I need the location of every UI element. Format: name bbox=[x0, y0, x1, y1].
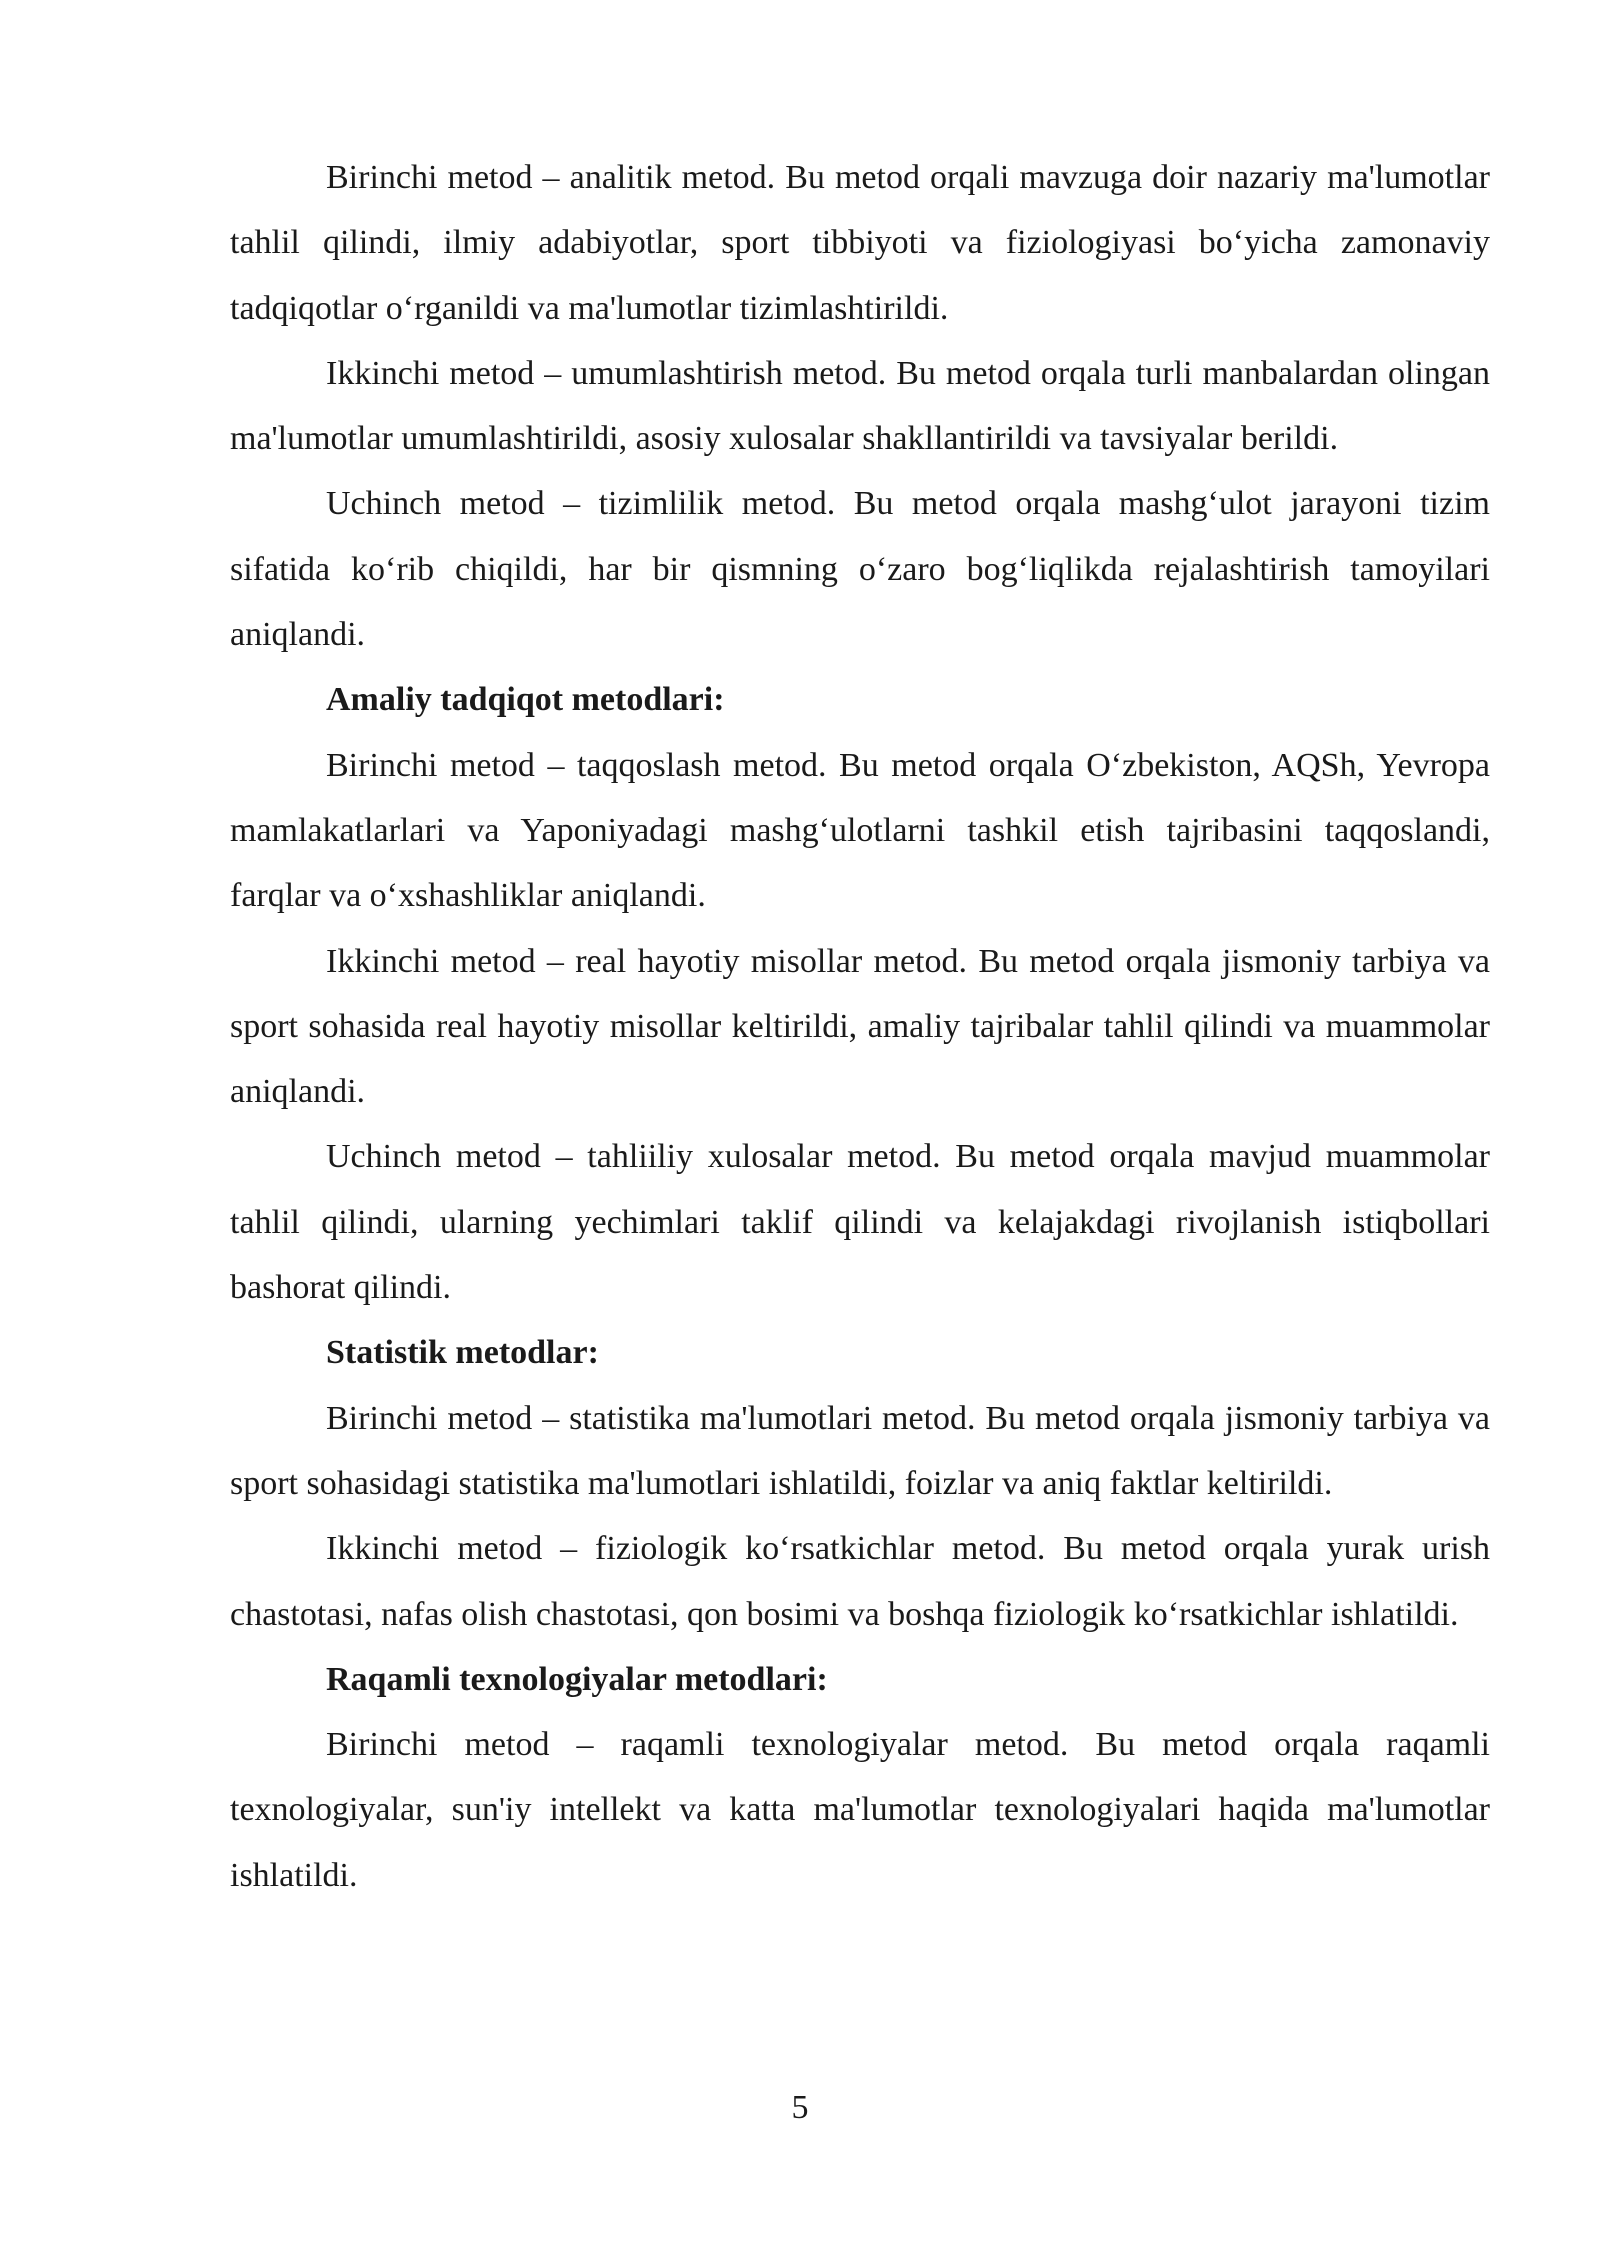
paragraph-taqqoslash-metod: Birinchi metod – taqqoslash metod. Bu metod orqala O‘zbekiston, AQSh, Yevropa mamlakatlarlari va Yaponiyadagi mashg‘ulotlarni tashkil etish tajribasini taqqoslandi, farqlar va o‘xshashliklar aniqlandi. bbox=[230, 746, 1490, 915]
heading-raqamli-texnologiyalar: Raqamli texnologiyalar metodlari: bbox=[326, 1660, 828, 1698]
paragraph-real-hayotiy-metod: Ikkinchi metod – real hayotiy misollar metod. Bu metod orqala jismoniy tarbiya va sport sohasida real hayotiy misollar keltirildi, amaliy tajribalar tahlil qilindi va muammolar aniqlandi. bbox=[230, 942, 1490, 1111]
paragraph-statistika-metod: Birinchi metod – statistika ma'lumotlari metod. Bu metod orqala jismoniy tarbiya va sport sohasidagi statistika ma'lumotlari ishlatildi, foizlar va aniq faktlar keltirildi. bbox=[230, 1399, 1490, 1502]
paragraph-tizimlilik-metod: Uchinch metod – tizimlilik metod. Bu metod orqala mashg‘ulot jarayoni tizim sifatida ko‘rib chiqildi, har bir qismning o‘zaro bog‘liqlikda rejalashtirish tamoyilari aniqlandi. bbox=[230, 485, 1490, 654]
page-body bbox=[230, 145, 1490, 1908]
heading-statistik-metodlar: Statistik metodlar: bbox=[326, 1334, 599, 1372]
page-number: 5 bbox=[791, 2089, 809, 2126]
paragraph-raqamli-metod: Birinchi metod – raqamli texnologiyalar metod. Bu metod orqala raqamli texnologiyalar, sun'iy intellekt va katta ma'lumotlar texnologiyalari haqida ma'lumotlar ishlatildi. bbox=[230, 1726, 1490, 1894]
paragraph-fiziologik-metod: Ikkinchi metod – fiziologik ko‘rsatkichlar metod. Bu metod orqala yurak urish chastotasi, nafas olish chastotasi, qon bosimi va boshqa fiziologik ko‘rsatkichlar ishlatildi. bbox=[230, 1530, 1490, 1633]
heading-amaliy-tadqiqot: Amaliy tadqiqot metodlari: bbox=[326, 681, 725, 719]
paragraph-analitik-metod: Birinchi metod – analitik metod. Bu metod orqali mavzuga doir nazariy ma'lumotlar tahlil qilindi, ilmiy adabiyotlar, sport tibbiyoti va fiziologiyasi bo‘yicha zamonaviy tadqiqotlar o‘rganildi va ma'lumotlar tizimlashtirildi. bbox=[230, 159, 1490, 327]
paragraph-tahliiliy-xulosalar-metod: Uchinch metod – tahliiliy xulosalar metod. Bu metod orqala mavjud muammolar tahlil qilindi, ularning yechimlari taklif qilindi va kelajakdagi rivojlanish istiqbollari bashorat qilindi. bbox=[230, 1138, 1490, 1307]
paragraph-umumlashtirish-metod: Ikkinchi metod – umumlashtirish metod. Bu metod orqala turli manbalardan olingan ma'lumotlar umumlashtirildi, asosiy xulosalar shakllantirildi va tavsiyalar berildi. bbox=[230, 354, 1490, 458]
